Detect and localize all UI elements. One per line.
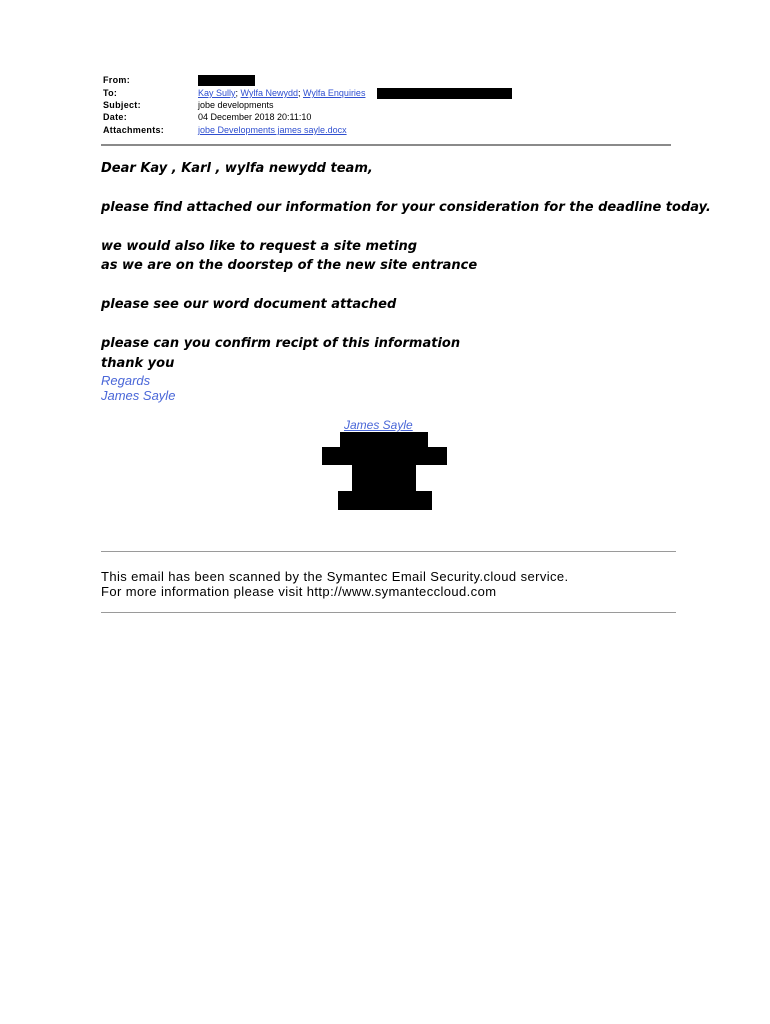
date-label: Date:: [103, 112, 128, 122]
from-redaction: [198, 75, 255, 86]
greeting: Dear Kay , Karl , wylfa newydd team,: [101, 161, 373, 176]
attachment-link[interactable]: jobe Developments james sayle.docx: [198, 125, 347, 135]
signature-name: James Sayle: [101, 388, 176, 403]
to-recipients: [198, 88, 365, 98]
signature-logo-name[interactable]: James Sayle: [344, 418, 413, 432]
header-divider: [101, 144, 671, 146]
body-line: please find attached our information for your consideration for the deadline today.: [101, 200, 711, 215]
to-label: To:: [103, 88, 118, 98]
subject-label: Subject:: [103, 100, 141, 110]
attachments-label: Attachments:: [103, 125, 165, 135]
recipient-link[interactable]: Wylfa Newydd: [240, 88, 298, 98]
footer-rule-bottom: [101, 612, 676, 613]
recipient-separator: ;: [297, 88, 303, 98]
body-line: please can you confirm recipt of this information: [101, 336, 461, 351]
signature-redaction: [338, 491, 432, 510]
recipient-link[interactable]: Wylfa Enquiries: [303, 88, 366, 98]
signature-regards: Regards: [101, 373, 151, 388]
body-line: we would also like to request a site meting: [101, 239, 418, 254]
body-line: please see our word document attached: [101, 297, 397, 312]
recipient-redaction: [377, 88, 512, 99]
from-label: From:: [103, 75, 130, 85]
body-line: as we are on the doorstep of the new site entrance: [101, 258, 478, 273]
footer-rule-top: [101, 551, 676, 552]
body-line: thank you: [101, 356, 175, 371]
footer-info-link: For more information please visit http://www.symanteccloud.com: [101, 584, 497, 599]
footer-scan-notice: This email has been scanned by the Symantec Email Security.cloud service.: [101, 569, 569, 584]
subject-value: jobe developments: [198, 100, 274, 110]
date-value: 04 December 2018 20:11:10: [198, 112, 312, 122]
recipient-link[interactable]: Kay Sully: [198, 88, 236, 98]
recipient-separator: ;: [235, 88, 241, 98]
